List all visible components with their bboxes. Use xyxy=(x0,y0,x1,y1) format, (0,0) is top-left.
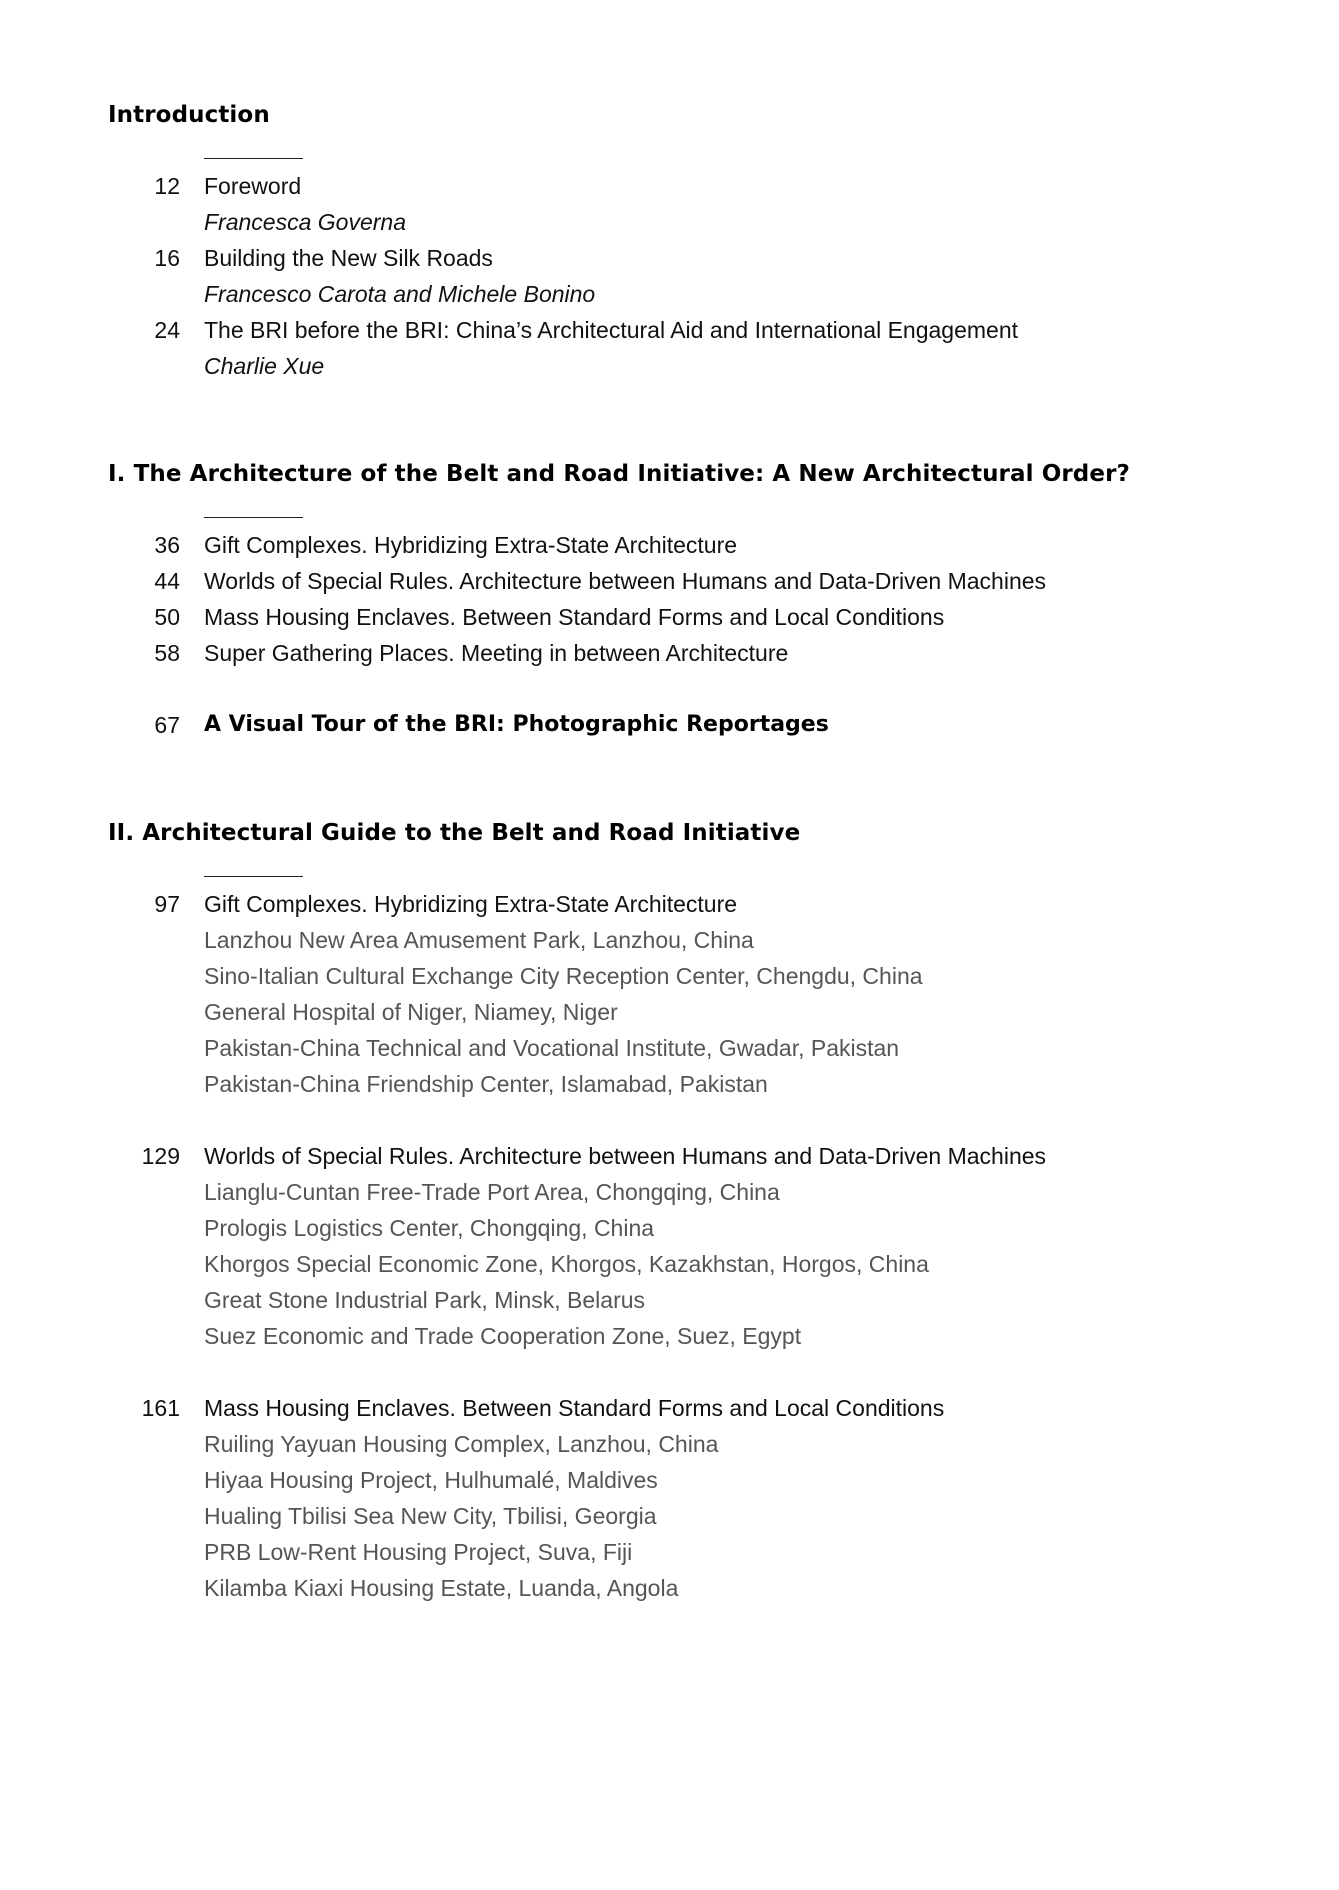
entry-author: Charlie Xue xyxy=(204,353,325,379)
section-heading-part-1: I. The Architecture of the Belt and Road Initiative: A New Architectural Order? xyxy=(108,461,1130,487)
entry-title: Super Gathering Places. Meeting in between Architecture xyxy=(204,640,789,666)
toc-entry[interactable] xyxy=(0,604,1339,638)
toc-entry-visual-tour[interactable] xyxy=(0,712,1339,746)
entry-author: Francesco Carota and Michele Bonino xyxy=(204,281,596,307)
project-item: General Hospital of Niger, Niamey, Niger xyxy=(204,999,618,1025)
section-rule xyxy=(204,517,303,518)
project-item: Pakistan-China Friendship Center, Islamabad, Pakistan xyxy=(204,1071,768,1097)
toc-entry[interactable] xyxy=(0,173,1339,207)
section-heading-part-2: II. Architectural Guide to the Belt and Road Initiative xyxy=(108,820,801,846)
toc-entry[interactable] xyxy=(0,1395,1339,1429)
entry-title: The BRI before the BRI: China’s Architectural Aid and International Engagement xyxy=(204,317,1019,343)
entry-title: Mass Housing Enclaves. Between Standard Forms and Local Conditions xyxy=(204,1395,945,1421)
project-item: Pakistan-China Technical and Vocational Institute, Gwadar, Pakistan xyxy=(204,1035,900,1061)
project-item: Hualing Tbilisi Sea New City, Tbilisi, Georgia xyxy=(204,1503,657,1529)
entry-title: Gift Complexes. Hybridizing Extra-State Architecture xyxy=(204,891,738,917)
section-rule xyxy=(204,876,303,877)
toc-entry[interactable] xyxy=(0,245,1339,279)
page-number: 16 xyxy=(154,245,180,271)
page-number: 67 xyxy=(154,712,180,738)
project-item: Sino-Italian Cultural Exchange City Reception Center, Chengdu, China xyxy=(204,963,923,989)
entry-author: Francesca Governa xyxy=(204,209,406,235)
project-item: Suez Economic and Trade Cooperation Zone, Suez, Egypt xyxy=(204,1323,802,1349)
toc-entry[interactable] xyxy=(0,891,1339,925)
toc-entry[interactable] xyxy=(0,568,1339,602)
project-item: Lianglu-Cuntan Free-Trade Port Area, Chongqing, China xyxy=(204,1179,780,1205)
page-number: 50 xyxy=(154,604,180,630)
entry-title: A Visual Tour of the BRI: Photographic Reportages xyxy=(204,712,829,737)
toc-entry[interactable] xyxy=(0,640,1339,674)
page-number: 36 xyxy=(154,532,180,558)
section-rule xyxy=(204,158,303,159)
section-heading-introduction: Introduction xyxy=(108,102,270,128)
page-number: 44 xyxy=(154,568,180,594)
entry-title: Mass Housing Enclaves. Between Standard Forms and Local Conditions xyxy=(204,604,945,630)
project-item: PRB Low-Rent Housing Project, Suva, Fiji xyxy=(204,1539,633,1565)
entry-title: Gift Complexes. Hybridizing Extra-State Architecture xyxy=(204,532,738,558)
toc-entry[interactable] xyxy=(0,532,1339,566)
entry-title: Worlds of Special Rules. Architecture between Humans and Data-Driven Machines xyxy=(204,568,1047,594)
entry-title: Building the New Silk Roads xyxy=(204,245,493,271)
project-item: Kilamba Kiaxi Housing Estate, Luanda, Angola xyxy=(204,1575,679,1601)
project-item: Prologis Logistics Center, Chongqing, China xyxy=(204,1215,655,1241)
page-number: 58 xyxy=(154,640,180,666)
toc-entry[interactable] xyxy=(0,317,1339,351)
page-number: 129 xyxy=(141,1143,180,1169)
project-item: Lanzhou New Area Amusement Park, Lanzhou, China xyxy=(204,927,754,953)
page-number: 161 xyxy=(141,1395,180,1421)
project-item: Ruiling Yayuan Housing Complex, Lanzhou, China xyxy=(204,1431,719,1457)
entry-title: Foreword xyxy=(204,173,302,199)
entry-title: Worlds of Special Rules. Architecture between Humans and Data-Driven Machines xyxy=(204,1143,1047,1169)
page-number: 97 xyxy=(154,891,180,917)
project-item: Great Stone Industrial Park, Minsk, Belarus xyxy=(204,1287,646,1313)
project-item: Khorgos Special Economic Zone, Khorgos, Kazakhstan, Horgos, China xyxy=(204,1251,929,1277)
toc-entry[interactable] xyxy=(0,1143,1339,1177)
project-item: Hiyaa Housing Project, Hulhumalé, Maldives xyxy=(204,1467,658,1493)
page-number: 12 xyxy=(154,173,180,199)
page-number: 24 xyxy=(154,317,180,343)
